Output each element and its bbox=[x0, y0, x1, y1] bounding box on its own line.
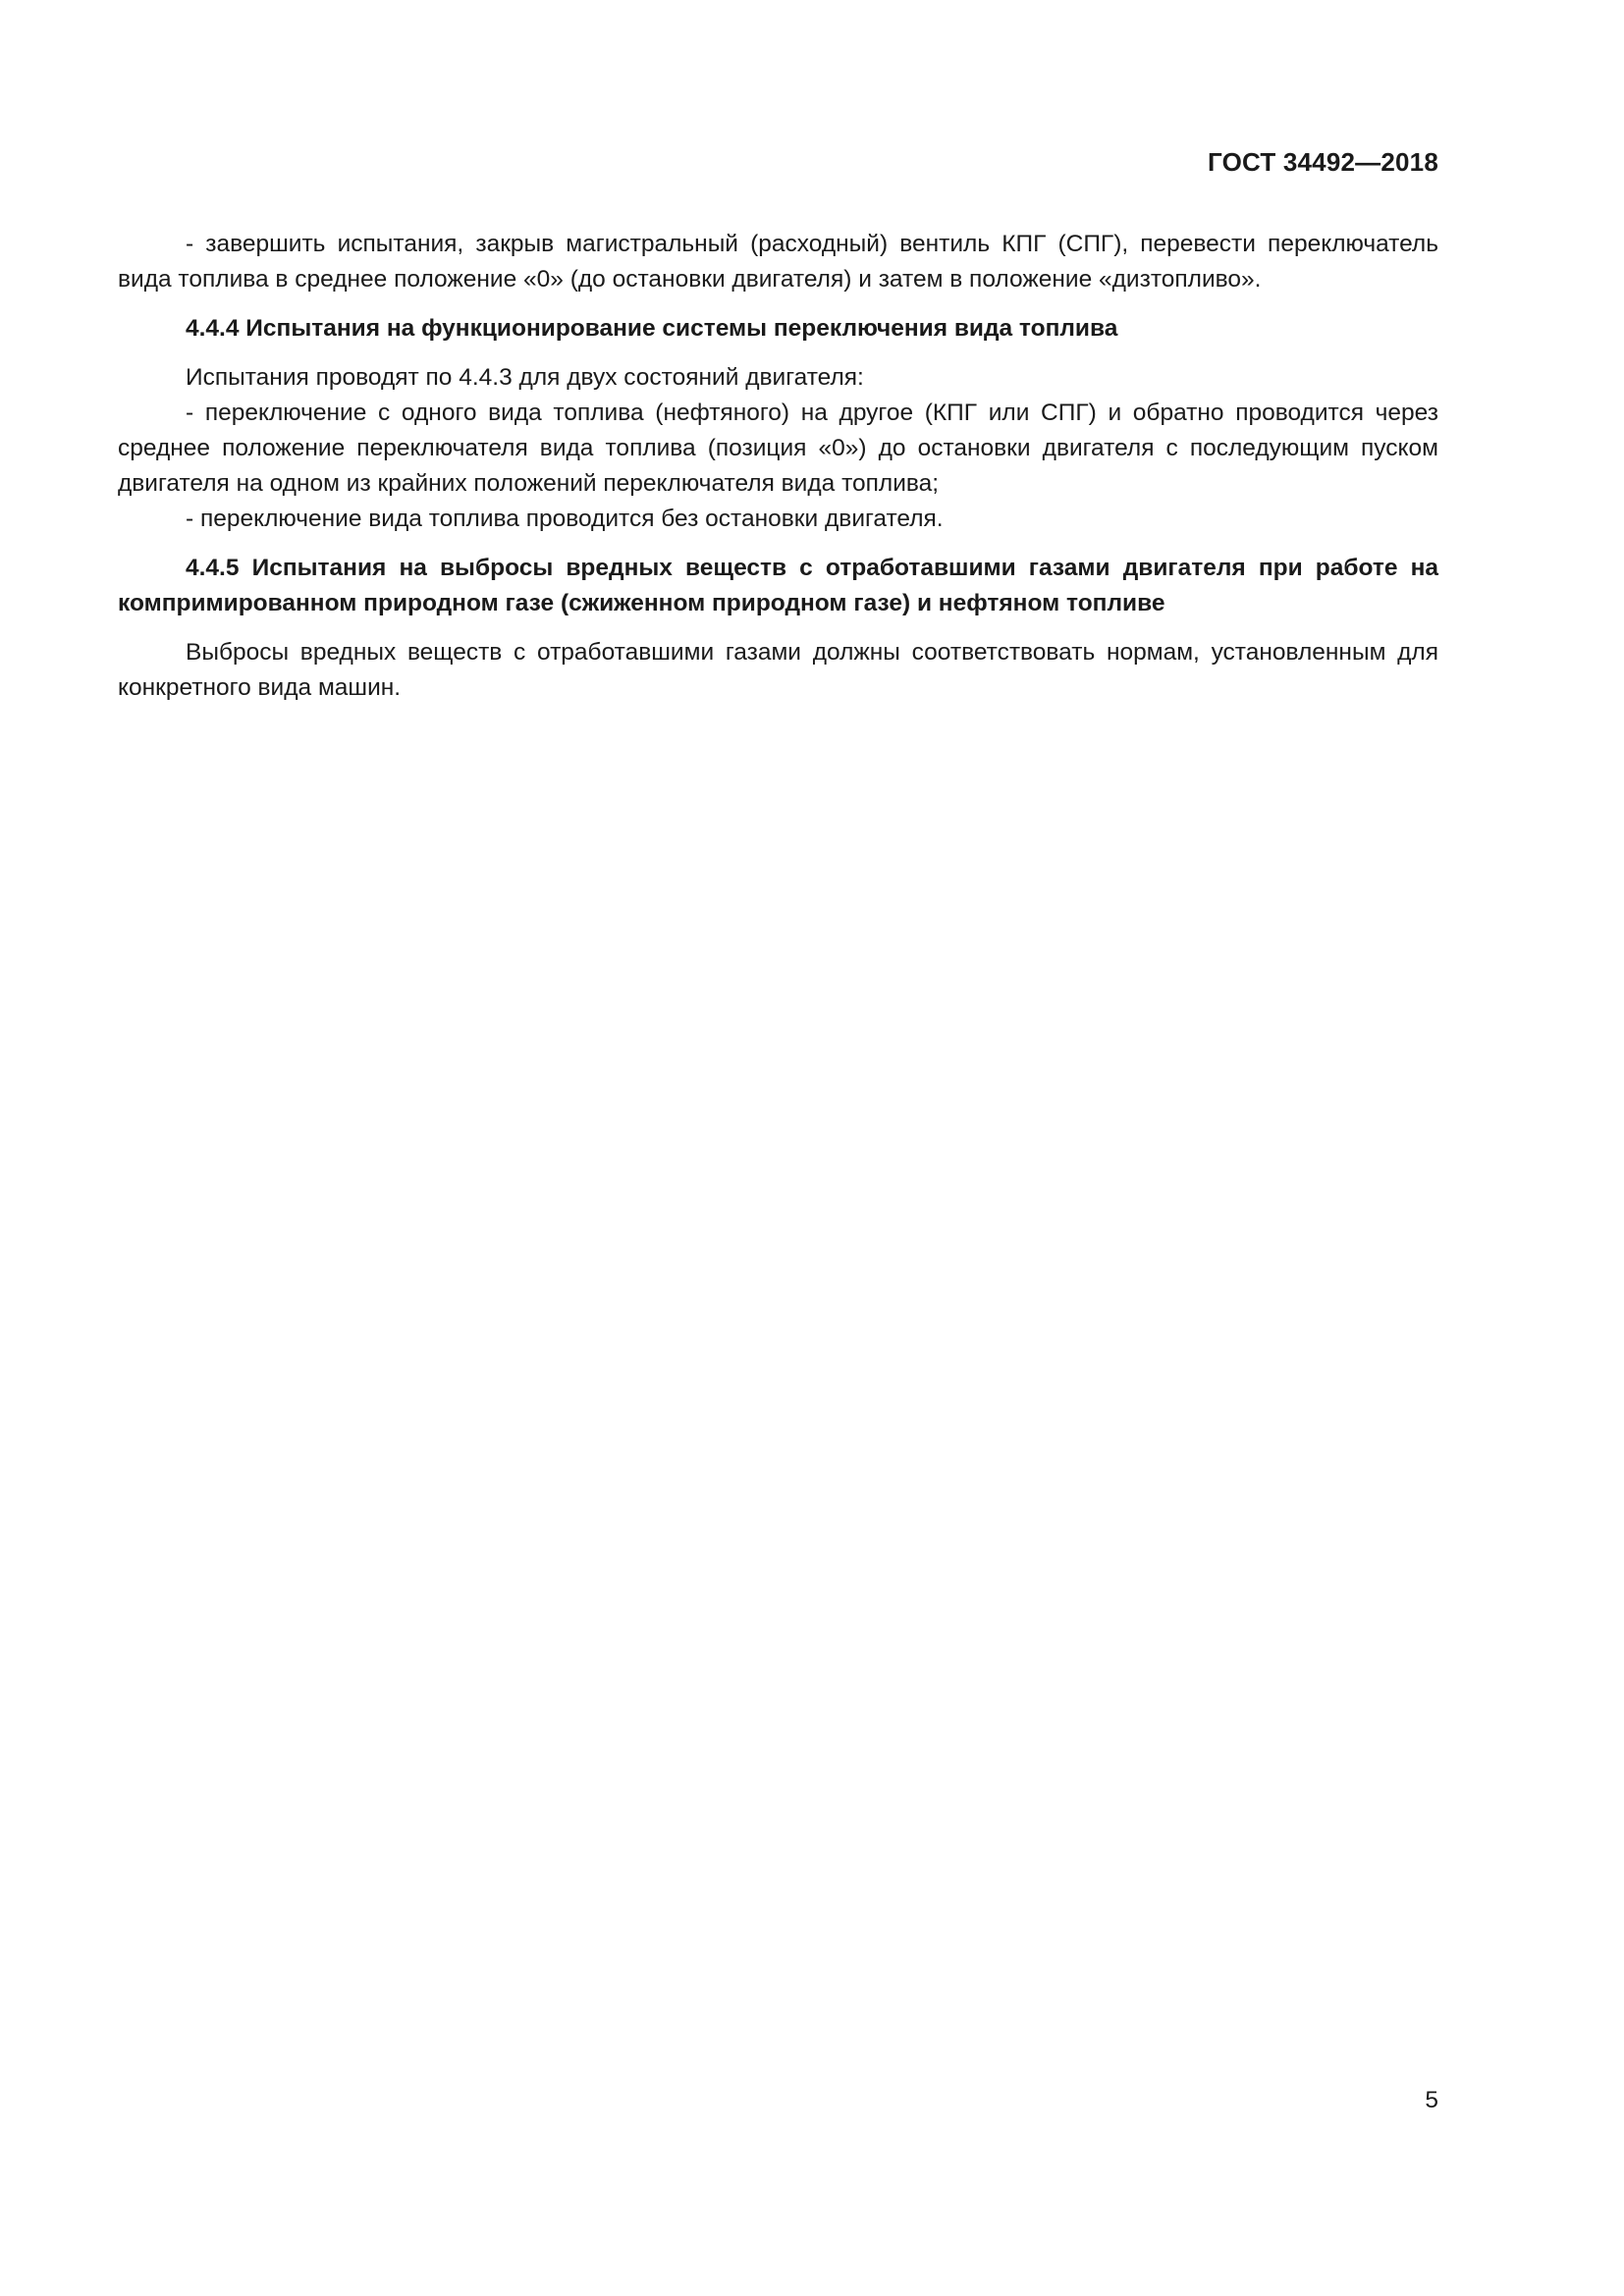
list-item-switch-without-stop: - переключение вида топлива проводится без остановки двигателя. bbox=[186, 506, 944, 532]
list-item-switch-with-stop: - переключение с одного вида топлива (нефтяного) на другое (КПГ или СПГ) и обратно проводится через среднее положение переключателя вида топлива (позиция «0») до остановки двигателя с последующим пуском двигателя на одном из крайних положений переключателя вида топлива; bbox=[118, 400, 1438, 497]
paragraph-emissions: Выбросы вредных веществ с отработавшими газами должны соответствовать нормам, установленным для конкретного вида машин. bbox=[118, 639, 1438, 701]
paragraph-finish-tests: - завершить испытания, закрыв магистральный (расходный) вентиль КПГ (СПГ), перевести переключатель вида топлива в среднее положение «0» (до остановки двигателя) и затем в положение «дизтопливо». bbox=[118, 231, 1438, 293]
paragraph-test-conditions: Испытания проводят по 4.4.3 для двух состояний двигателя: bbox=[186, 364, 864, 391]
section-heading-4-4-5: 4.4.5 Испытания на выбросы вредных веществ с отработавшими газами двигателя при работе на компримированном природном газе (сжиженном природном газе) и нефтяном топливе bbox=[118, 555, 1438, 616]
document-code: ГОСТ 34492—2018 bbox=[1208, 147, 1438, 177]
page-number: 5 bbox=[1425, 2087, 1438, 2113]
section-heading-4-4-4: 4.4.4 Испытания на функционирование системы переключения вида топлива bbox=[186, 315, 1118, 342]
document-body bbox=[118, 227, 1438, 706]
